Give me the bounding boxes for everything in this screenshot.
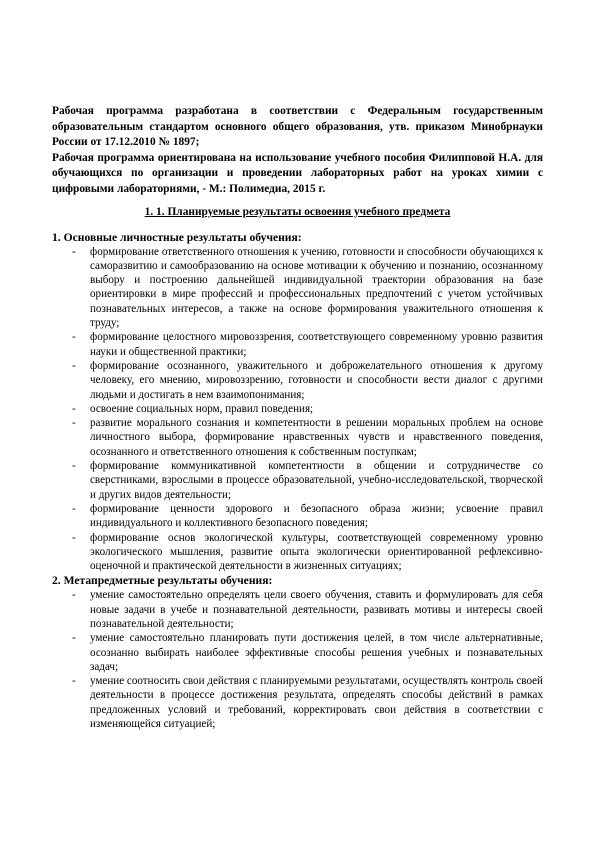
list-item: - умение самостоятельно определять цели своего обучения, ставить и формулировать для себя новые задачи в учебе и познавательной деятельности, развивать мотивы и интересы своей познавательной деятельности; <box>52 588 543 631</box>
list-item: - формирование целостного мировоззрения, соответствующего современному уровню развития науки и общественной практики; <box>52 330 543 359</box>
list-item: - умение соотносить свои действия с планируемыми результатами, осуществлять контроль своей деятельности в процессе достижения результата, определять способы действий в рамках предложенных условий и требований, корректировать свои действия в соответствии с изменяющейся ситуацией; <box>52 674 543 731</box>
list-item: - формирование осознанного, уважительного и доброжелательного отношения к другому человеку, его мнению, мировоззрению, готовности и способности вести диалог с другими людьми и достигать в нем взаимопонимания; <box>52 359 543 402</box>
list-personal-results <box>52 245 543 574</box>
section-metasubject-results <box>52 573 543 731</box>
section-title-personal: 1. Основные личностные результаты обучения: <box>52 230 302 244</box>
intro-block <box>52 104 543 198</box>
list-item: - развитие морального сознания и компетентности в решении моральных проблем на основе личностного выбора, формирование нравственных чувств и нравственного поведения, осознанного и ответственного отношения к собственным поступкам; <box>52 416 543 459</box>
list-item: - формирование ценности здорового и безопасного образа жизни; усвоение правил индивидуального и коллективного безопасного поведения; <box>52 502 543 531</box>
list-item: - формирование ответственного отношения к учению, готовности и способности обучающихся к саморазвитию и самообразованию на основе мотивации к обучению и познанию, осознанному выбору и построению дальнейшей индивидуальной траектории образования на базе ориентировки в мире профессий и профессиональных предпочтений с учетом устойчивых познавательных интересов, а также на основе формирования уважительного отношения к труду; <box>52 245 543 331</box>
list-item: - умение самостоятельно планировать пути достижения целей, в том числе альтернативные, осознанно выбирать наиболее эффективные способы решения учебных и познавательных задач; <box>52 631 543 674</box>
list-metasubject-results <box>52 588 543 731</box>
list-item: - освоение социальных норм, правил поведения; <box>52 402 543 416</box>
intro-paragraph-textbook: Рабочая программа ориентирована на использование учебного пособия Филипповой Н.А. для обучающихся по организации и проведении лабораторных работ на уроках химии с цифровыми лабораториями, - М.: Полимедиа, 2015 г. <box>52 151 543 195</box>
section-title-metasubject: 2. Метапредметные результаты обучения: <box>52 574 273 588</box>
section-personal-results <box>52 230 543 574</box>
intro-paragraph-standard: Рабочая программа разработана в соответствии с Федеральным государственным образовательным стандартом основного общего образования, утв. приказом Минобрнауки России от 17.12.2010 № 1897; <box>52 105 543 149</box>
list-item: - формирование основ экологической культуры, соответствующей современному уровню экологического мышления, развитие опыта экологически ориентированной рефлексивно-оценочной и практической деятельности в жизненных ситуациях; <box>52 531 543 574</box>
section-heading: 1. 1. Планируемые результаты освоения учебного предмета <box>144 205 451 218</box>
list-item: - формирование коммуникативной компетентности в общении и сотрудничестве со сверстниками, взрослыми в процессе образовательной, учебно-исследовательской, творческой и других видов деятельности; <box>52 459 543 502</box>
